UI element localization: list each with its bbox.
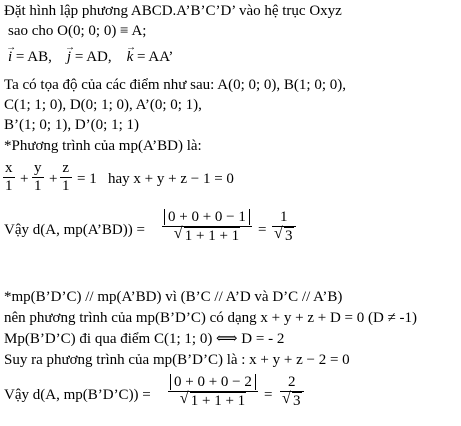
equals-one: = 1 bbox=[77, 171, 97, 187]
distance-1-result: 1 √ 3 bbox=[272, 209, 296, 245]
text-line-12: Mp(B’D’C) đi qua điểm C(1; 1; 0) ⟺ D = - 2 bbox=[4, 331, 285, 347]
distance-2-equals: = bbox=[264, 387, 273, 403]
fraction-x-num: x bbox=[5, 160, 13, 176]
fraction-z-num: z bbox=[62, 160, 70, 176]
comma-1: , bbox=[48, 49, 52, 65]
vector-k: → k bbox=[127, 48, 134, 66]
text-line-4: Ta có tọa độ của các điểm như sau: A(0; 0; 0), B(1; 0; 0), bbox=[4, 77, 346, 93]
fraction-z-den: 1 bbox=[62, 178, 70, 194]
distance-1-denominator: 1 + 1 + 1 bbox=[184, 228, 240, 244]
distance-1-result-den: 3 bbox=[285, 228, 293, 244]
text-line-11: nên phương trình của mp(B’D’C) có dạng x + y + z + D = 0 (D ≠ -1) bbox=[4, 310, 418, 326]
fraction-y bbox=[32, 160, 44, 195]
text-line-5: C(1; 1; 0), D(0; 1; 0), A’(0; 0; 1), bbox=[4, 97, 202, 113]
vector-k-def: = AA’ bbox=[137, 49, 174, 65]
distance-1-result-num: 1 bbox=[280, 209, 288, 225]
text-line-13: Suy ra phương trình của mp(B’D’C) là : x + y + z − 2 = 0 bbox=[4, 352, 350, 368]
text-line-6: B’(1; 0; 1), D’(0; 1; 1) bbox=[4, 117, 139, 133]
vector-j: → j bbox=[67, 48, 71, 66]
distance-1-equals: = bbox=[258, 222, 267, 238]
text-line-7: *Phương trình của mp(A’BD) là: bbox=[4, 138, 202, 154]
distance-2-label: Vậy d(A, mp(B’D’C)) = bbox=[4, 387, 151, 403]
distance-1-numerator: 0 + 0 + 0 − 1 bbox=[164, 209, 250, 225]
fraction-x bbox=[3, 160, 15, 195]
plane-eq-tail: hay x + y + z − 1 = 0 bbox=[108, 171, 234, 187]
text-line-2: sao cho O(0; 0; 0) ≡ A; bbox=[8, 23, 147, 39]
plus-1: + bbox=[20, 171, 29, 187]
distance-1-label: Vậy d(A, mp(A’BD)) = bbox=[4, 222, 145, 238]
distance-2-denominator: 1 + 1 + 1 bbox=[190, 393, 246, 409]
fraction-y-den: 1 bbox=[34, 178, 42, 194]
comma-2: , bbox=[107, 49, 112, 65]
unit-vectors-line bbox=[8, 48, 173, 66]
distance-2-result-den: 3 bbox=[293, 393, 301, 409]
vector-i-def: = AB bbox=[15, 49, 49, 65]
text-line-10: *mp(B’D’C) // mp(A’BD) vì (B’C // A’D và D’C // A’B) bbox=[4, 289, 343, 305]
fraction-x-den: 1 bbox=[5, 178, 13, 194]
plus-2: + bbox=[49, 171, 58, 187]
distance-1-fraction: 0 + 0 + 0 − 1 √ 1 + 1 + 1 bbox=[162, 209, 252, 245]
vector-j-def: = AD bbox=[74, 49, 108, 65]
fraction-z bbox=[60, 160, 72, 195]
fraction-y-num: y bbox=[34, 160, 42, 176]
distance-2-fraction: 0 + 0 + 0 − 2 √ 1 + 1 + 1 bbox=[168, 374, 258, 410]
distance-2-result-num: 2 bbox=[288, 374, 296, 390]
vector-i: → i bbox=[8, 48, 12, 66]
distance-2-result: 2 √ 3 bbox=[280, 374, 304, 410]
distance-2-numerator: 0 + 0 + 0 − 2 bbox=[170, 374, 256, 390]
text-line-1: Đặt hình lập phương ABCD.A’B’C’D’ vào hệ trục Oxyz bbox=[4, 3, 342, 19]
